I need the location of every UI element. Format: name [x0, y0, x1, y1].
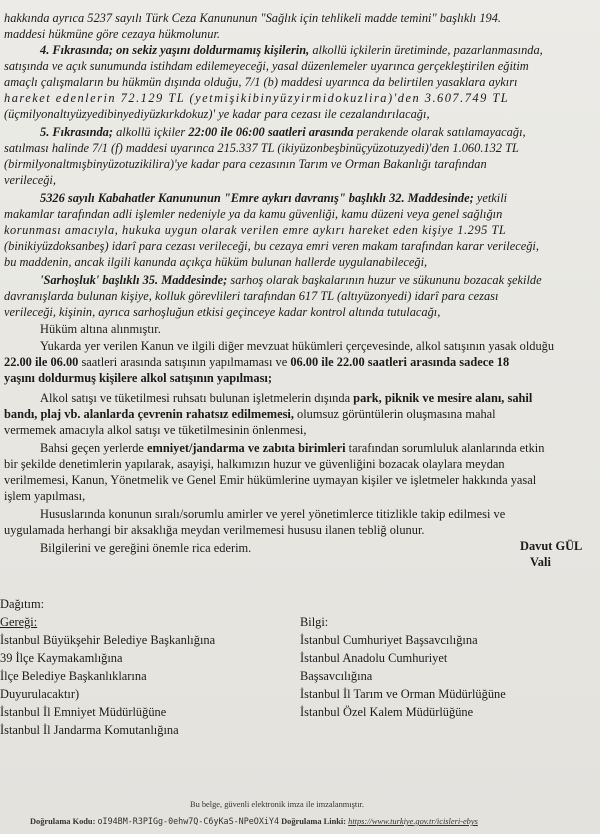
p4-line-5: bu maddenin, ancak ilgili kanunda açıkça hüküm bulunan hallerde uygulanabileceği,	[4, 255, 428, 269]
p5-lead: 'Sarhoşluk' başlıklı 35. Maddesinde;	[40, 273, 228, 287]
p2-line-2: satışında ve açık sunumunda istihdam edilemeyeceği, yasal düzenlemeler uyarınca gerçekleştirilen eğitim	[4, 59, 529, 73]
p9-line-1: Hususlarında konunun sıralı/sorumlu amirler ve yerel yönetimlerce titizlikle takip edilmesi ve	[40, 507, 506, 521]
p3-time-range: 22:00 ile 06:00 saatleri arasında	[188, 125, 354, 139]
p5-line-1	[40, 272, 542, 288]
p3-mid: alkollü içkiler	[112, 125, 189, 139]
bilgi-heading: Bilgi:	[300, 615, 329, 629]
p2-lead: 4. Fıkrasında; on sekiz yaşını doldurmamış kişilerin,	[40, 43, 310, 57]
p8-line-1-b: emniyet/jandarma ve zabıta birimleri	[147, 441, 346, 455]
p5-line-2: davranışlarda bulunan kişiye, kolluk görevlileri tarafından 617 TL (altıyüzonyedi) idarî para cezası	[4, 289, 499, 303]
p8-line-4: işlem yapılması,	[4, 489, 86, 503]
p6-mid: saatleri arasında satışının yapılmaması ve	[78, 355, 291, 369]
p2-line-1	[40, 42, 543, 58]
bilgi-item: Başsavcılığına	[300, 669, 373, 683]
hukum-line: Hüküm altına alınmıştır.	[40, 322, 161, 336]
p5-line-1-rest: sarhoş olarak başkalarının huzur ve sükununu bozacak şekilde	[227, 273, 542, 287]
closing-line: Bilgilerini ve gereğini önemle rica ederim.	[40, 541, 252, 555]
p7-line-1-a: Alkol satışı ve tüketilmesi ruhsatı bulunan işletmelerin dışında	[40, 391, 354, 405]
signer-name: Davut GÜL	[520, 539, 583, 553]
verification-code: oI94BM-R3PIGg-0ehw7Q-C6yKaS-NPeOXiY4	[97, 816, 280, 826]
p2-line-5: (üçmilyonaltıyüzyedibinyediyüzkırkdokuz)' ye kadar para cezası ile cezalandırılacağı,	[4, 107, 430, 121]
verification-link[interactable]: https://www.turkiye.gov.tr/icisleri-ebys	[348, 817, 478, 826]
p3-line-4: verileceği,	[4, 173, 56, 187]
p7-line-2-a: bandı, plaj vb. alanlarda çevrenin rahatsız edilmemesi,	[4, 407, 294, 421]
verification-line	[30, 816, 478, 826]
p6-time-1: 22.00 ile 06.00	[4, 355, 79, 369]
bilgi-item: İstanbul İl Tarım ve Orman Müdürlüğüne	[300, 687, 506, 701]
p8-line-1	[40, 440, 544, 456]
gerei-item: Duyurulacaktır)	[0, 687, 80, 701]
p6-line-2	[4, 354, 509, 370]
gerei-item: İstanbul İl Emniyet Müdürlüğüne	[0, 705, 167, 719]
bilgi-item: İstanbul Cumhuriyet Başsavcılığına	[300, 633, 478, 647]
p7-line-2	[4, 406, 496, 422]
p7-line-2-b: olumsuz görüntülerin oluşmasına mahal	[293, 407, 496, 421]
p6-line-1: Yukarda yer verilen Kanun ve ilgili diğer mevzuat hükümleri çerçevesinde, alkol satışının yasak olduğu	[40, 339, 555, 353]
gerei-item: İstanbul İl Jandarma Komutanlığına	[0, 723, 179, 737]
p4-line-1	[40, 190, 507, 206]
p4-line-4: (binikiyüzdoksanbeş) idarî para cezası verileceği, bu cezaya emri veren makam tarafından karar verileceği,	[4, 239, 539, 253]
p4-line-3: korunması amacıyla, hukuka uygun olarak verilen emre aykırı hareket eden kişiye 1.295 TL	[4, 223, 507, 237]
p4-line-2: makamlar tarafından adli işlemler nedeniyle ya da kamu güvenliği, kamu düzeni veya genel sağlığın	[4, 207, 503, 221]
p7-line-1-b: park, piknik ve mesire alanı, sahil	[353, 391, 533, 405]
p1-line-1: hakkında ayrıca 5237 sayılı Türk Ceza Kanununun "Sağlık için tehlikeli madde temini" başlıklı 194.	[4, 11, 502, 25]
bilgi-item: İstanbul Anadolu Cumhuriyet	[300, 651, 448, 665]
verification-code-label: Doğrulama Kodu:	[30, 817, 96, 826]
p5-line-3: verileceği, kişinin, ayrıca sarhoşluğun etkisi geçinceye kadar kontrol altında tutulacağı,	[4, 305, 441, 319]
esign-note: Bu belge, güvenli elektronik imza ile imzalanmıştır.	[190, 800, 364, 809]
p2-line-4: hareket edenlerin 72.129 TL (yetmişikibinyüzyirmidokuzlira)'den 3.607.749 TL	[4, 91, 510, 105]
p6-line-3: yaşını doldurmuş kişilere alkol satışının yapılması;	[4, 371, 272, 385]
distribution-heading: Dağıtım:	[0, 597, 45, 611]
p8-line-2: bir şekilde denetimlerin yapılarak, asayişi, halkımızın huzur ve güvenliğini bozacak olaylara meydan	[4, 457, 505, 471]
p8-line-1-a: Bahsi geçen yerlerde	[40, 441, 147, 455]
p9-line-2: uygulamada herhangi bir aksaklığa meydan verilmemesi hususu ilanen tebliğ olunur.	[4, 523, 425, 537]
verification-link-label: Doğrulama Linki:	[281, 817, 347, 826]
gerei-item: İstanbul Büyükşehir Belediye Başkanlığına	[0, 633, 216, 647]
p1-line-2: maddesi hükmüne göre cezaya hükmolunur.	[4, 27, 220, 41]
p8-line-3: verilmemesi, Kanun, Yönetmelik ve Genel Emir hükümlerine uymayan kişiler ve işletmeler hakkında yasal	[4, 473, 537, 487]
gerei-item: 39 İlçe Kaymakamlığına	[0, 651, 123, 665]
p3-line-2: satılması halinde 7/1 (f) maddesi uyarınca 215.337 TL (ikiyüzonbeşbinüçyüzotuzyedi)'den 1.060.132 TL	[4, 141, 519, 155]
p7-line-1	[40, 390, 532, 406]
bilgi-item: İstanbul Özel Kalem Müdürlüğüne	[300, 705, 474, 719]
p4-lead: 5326 sayılı Kabahatler Kanununun "Emre aykırı davranış" başlıklı 32. Maddesinde;	[40, 191, 474, 205]
p3-lead: 5. Fıkrasında;	[40, 125, 113, 139]
p4-line-1-rest: yetkili	[473, 191, 508, 205]
p7-line-3: vermemek amacıyla alkol satışı ve tüketilmesinin önlenmesi,	[4, 423, 307, 437]
gerei-item: İlçe Belediye Başkanlıklarına	[0, 669, 147, 683]
gerei-heading: Gereği:	[0, 615, 38, 629]
p3-line-3: (birmilyonaltmışbinyüzotuzikilira)'ye kadar para cezasının Tarım ve Orman Bakanlığı tarafından	[4, 157, 487, 171]
p3-line-1	[40, 124, 526, 140]
p3-line-1-rest: perakende olarak satılamayacağı,	[353, 125, 526, 139]
p2-line-3: amaçlı çalışmaların bu hükmün dışında olduğu, 7/1 (b) maddesi uyarınca da belirtilen yasaklara aykırı	[4, 75, 518, 89]
p6-time-2: 06.00 ile 22.00 saatleri arasında sadece 18	[290, 355, 510, 369]
signer-title: Vali	[530, 555, 551, 569]
p8-line-1-c: tarafından sorumluluk alanlarında etkin	[345, 441, 545, 455]
p2-line-1-rest: alkollü içkilerin üretiminde, pazarlanmasında,	[309, 43, 543, 57]
